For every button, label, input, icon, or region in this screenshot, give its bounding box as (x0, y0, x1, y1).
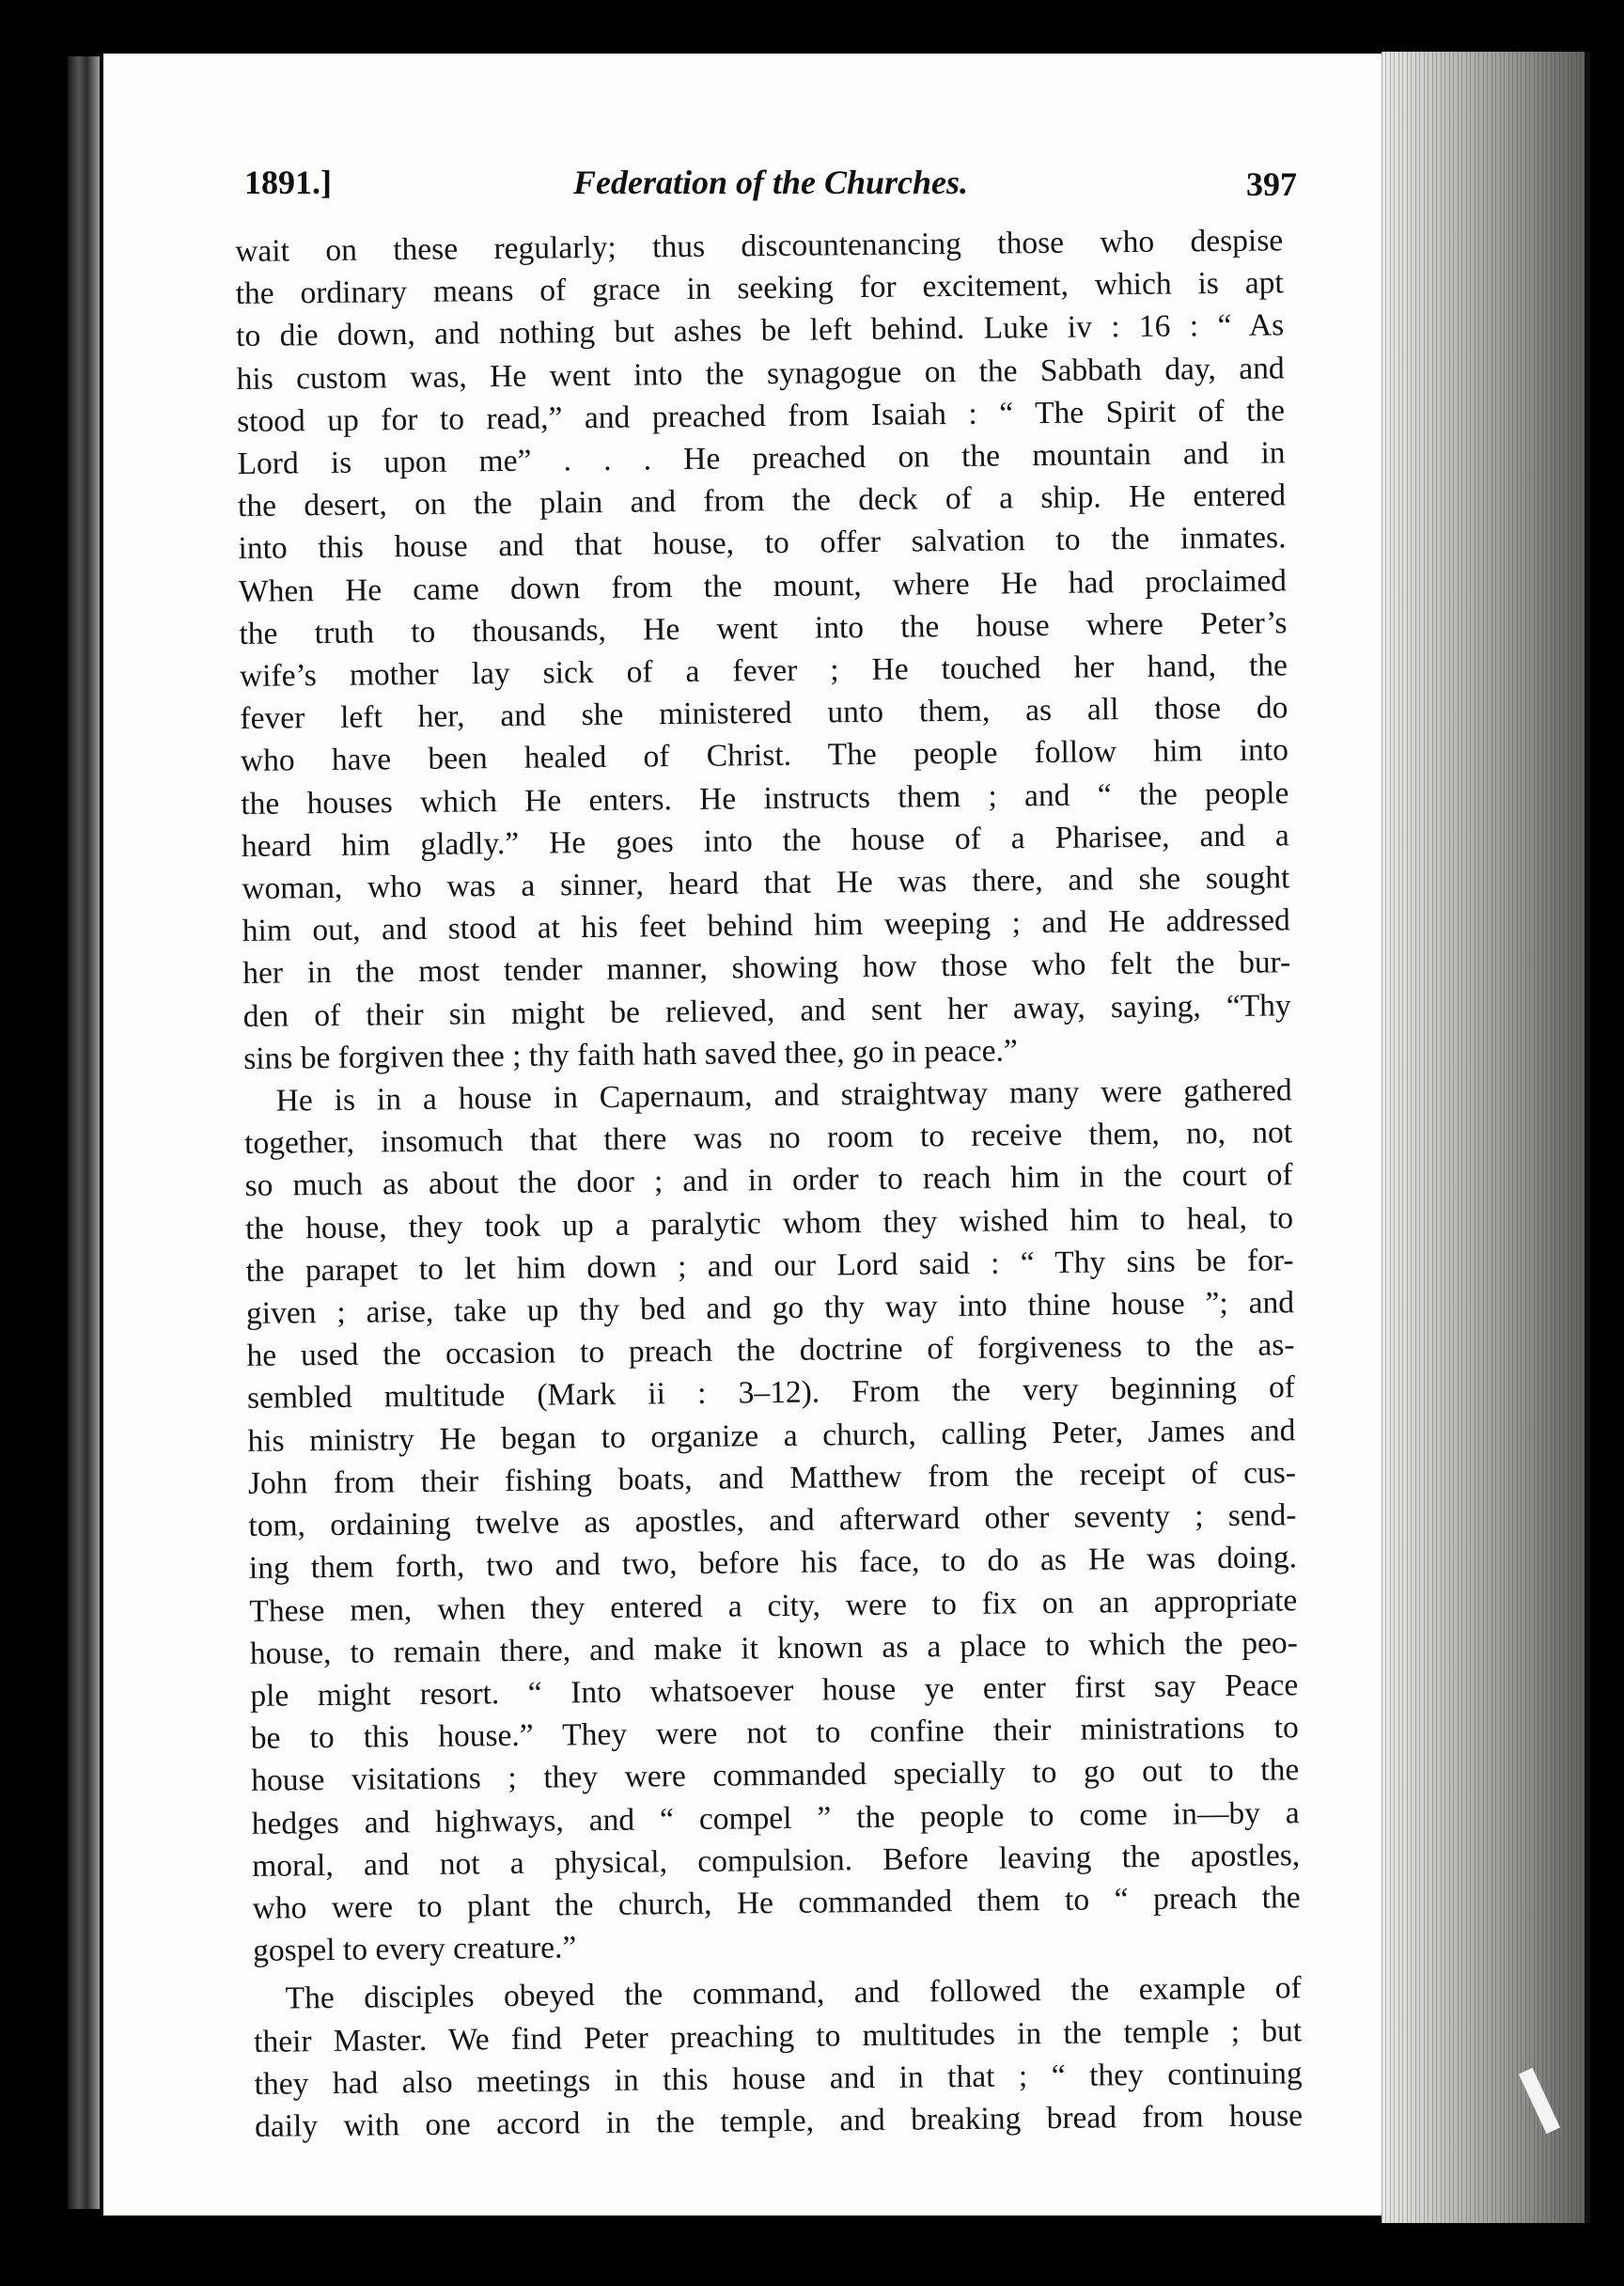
text-line: him out, and stood at his feet behind him weeping ; and He addressed (242, 902, 1290, 949)
text-line: sembled multitude (Mark ii : 3–12). From the very beginning of (246, 1370, 1296, 1417)
text-line: gospel to every creature.” (252, 1930, 577, 1969)
text-line: his custom was, He went into the synagogue on the Sabbath day, and (236, 350, 1285, 397)
text-line: When He came down from the mount, where He had proclaimed (238, 562, 1288, 609)
text-line: moral, and not a physical, compulsion. Before leaving the apostles, (252, 1837, 1301, 1884)
text-line: who were to plant the church, He commanded them to “ preach the (252, 1880, 1301, 1926)
text-line: heard him gladly.” He goes into the house of a Pharisee, and a (241, 818, 1289, 864)
running-header (244, 155, 1306, 211)
text-line: the ordinary means of grace in seeking for excitement, which is apt (235, 265, 1284, 312)
page-edges-stack (1382, 52, 1588, 2223)
text-line: to die down, and nothing but ashes be left behind. Luke iv : 16 : “ As (235, 307, 1285, 354)
text-line: den of their sin might be relieved, and sent her away, saying, “Thy (242, 987, 1291, 1034)
text-line: her in the most tender manner, showing how those who felt the bur- (242, 945, 1291, 992)
text-line: the houses which He enters. He instructs them ; and “ the people (241, 775, 1289, 822)
text-line: the desert, on the plain and from the deck of a ship. He entered (237, 478, 1287, 525)
text-line: they had also meetings in this house and in that ; “ they continuing (254, 2055, 1303, 2102)
text-line: the house, they took up a paralytic whom they wished him to heal, to (244, 1199, 1294, 1246)
text-line: who have been healed of Christ. The people follow him into (240, 732, 1289, 779)
text-line: his ministry He began to organize a church, calling Peter, James and (247, 1412, 1296, 1459)
text-line: He is in a house in Capernaum, and straightway many were gathered (275, 1073, 1292, 1119)
text-line: John from their fishing boats, and Matthew from the receipt of cus- (247, 1455, 1297, 1501)
text-line: The disciples obeyed the command, and followed the example of (285, 1970, 1302, 2016)
text-line: house, to remain there, and make it known as a place to which the peo- (249, 1624, 1298, 1671)
text-line: so much as about the door ; and in order to reach him in the court of (244, 1157, 1293, 1204)
text-line: given ; arise, take up thy bed and go thy way into thine house ”; and (245, 1285, 1295, 1332)
text-line: into this house and that house, to offer salvation to the inmates. (238, 520, 1287, 567)
text-line: Lord is upon me” . . . He preached on the mountain and in (237, 435, 1286, 482)
text-line: he used the occasion to preach the doctrine of forgiveness to the as- (246, 1327, 1295, 1374)
text-line: their Master. We find Peter preaching to multitudes in the temple ; but (253, 2012, 1303, 2059)
text-line: wait on these regularly; thus discountenancing those who despise (235, 223, 1284, 269)
text-line: wife’s mother lay sick of a fever ; He touched her hand, the (239, 648, 1288, 695)
running-title: Federation of the Churches. (573, 164, 969, 201)
text-line: house visitations ; they were commanded specially to go out to the (251, 1752, 1300, 1799)
text-line: be to this house.” They were not to confine their ministrations to (250, 1710, 1299, 1757)
page-number: 397 (1246, 165, 1297, 203)
text-line: daily with one accord in the temple, and breaking bread from house (254, 2098, 1304, 2144)
text-line: ing them forth, two and two, before his face, to do as He was doing. (248, 1540, 1298, 1587)
text-line: stood up for to read,” and preached from Isaiah : “ The Spirit of the (236, 393, 1286, 439)
text-line: hedges and highways, and “ compel ” the people to come in—by a (251, 1794, 1300, 1841)
header-year: 1891.] (244, 164, 332, 201)
text-line: together, insomuch that there was no room to receive them, no, not (243, 1115, 1293, 1162)
text-line: fever left her, and she ministered unto them, as all those do (240, 690, 1288, 737)
body-text (235, 219, 1303, 2148)
text-line: woman, who was a sinner, heard that He was there, and she sought (242, 860, 1290, 907)
text-line: ple might resort. “ Into whatsoever house ye enter first say Peace (250, 1668, 1299, 1714)
text-line: the parapet to let him down ; and our Lord said : “ Thy sins be for- (245, 1243, 1294, 1289)
text-line: the truth to thousands, He went into the house where Peter’s (239, 605, 1288, 651)
text-line: sins be forgiven thee ; thy faith hath saved thee, go in peace.” (243, 1033, 1018, 1076)
binding-edge (68, 56, 100, 2209)
text-line: tom, ordaining twelve as apostles, and afterward other seventy ; send- (248, 1497, 1297, 1544)
text-line: These men, when they entered a city, were to fix on an appropriate (249, 1582, 1298, 1629)
